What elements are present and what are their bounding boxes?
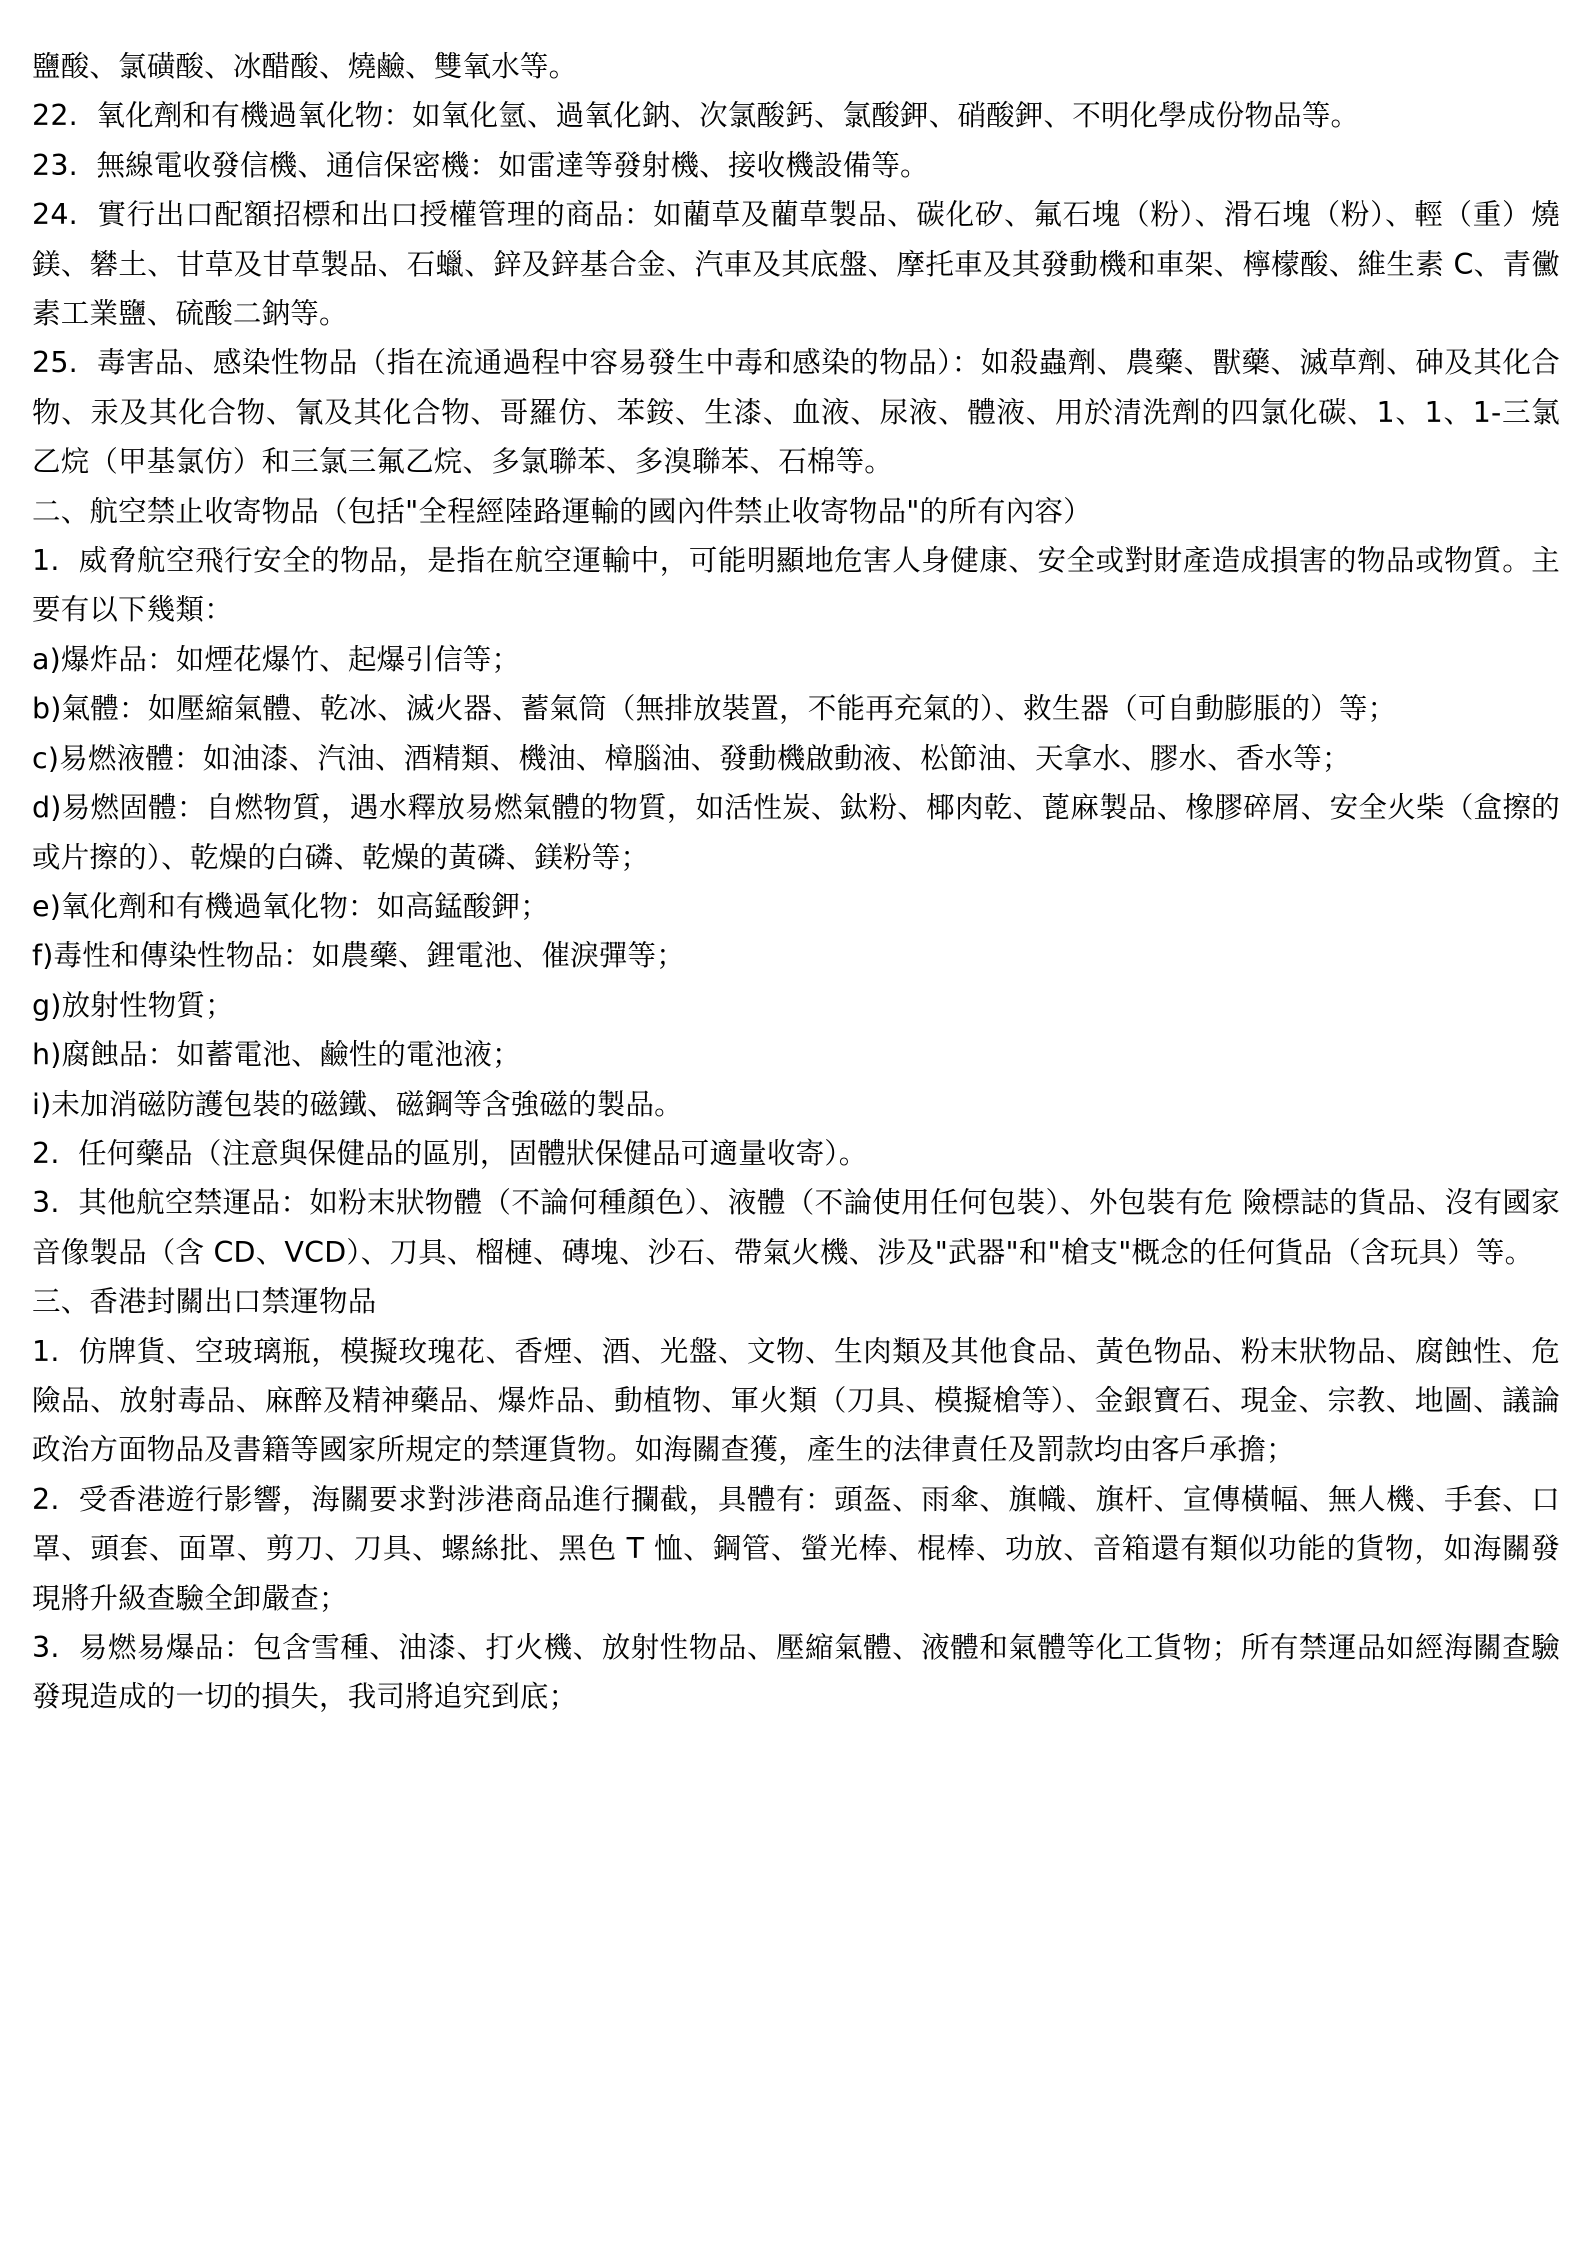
sub-item-c-flammable-liquids: c)易燃液體：如油漆、汽油、酒精類、機油、樟腦油、發動機啟動液、松節油、天拿水、膠水、香水等；: [32, 741, 1351, 775]
sub-item-h-corrosives: h)腐蝕品：如蓄電池、鹼性的電池液；: [32, 1038, 521, 1072]
section-heading-hk-export: 三、香港封關出口禁運物品: [32, 1285, 377, 1319]
paragraph-air-item-1-safety-threats: 1. 威脅航空飛行安全的物品，是指在航空運輸中，可能明顯地危害人身健康、安全或對財產造成損害的物品或物質。主要有以下幾類：: [32, 544, 1560, 627]
document-page: [32, 42, 1560, 1722]
paragraph-hk-item-3-flammable: 3. 易燃易爆品：包含雪種、油漆、打火機、放射性物品、壓縮氣體、液體和氣體等化工貨物；所有禁運品如經海關查驗發現造成的一切的損失，我司將追究到底；: [32, 1631, 1560, 1714]
sub-item-i-magnetic: i)未加消磁防護包裝的磁鐵、磁鋼等含強磁的製品。: [32, 1087, 683, 1121]
paragraph-item-23-radio-equipment: 23. 無線電收發信機、通信保密機：如雷達等發射機、接收機設備等。: [32, 148, 929, 182]
sub-item-b-gases: b)氣體：如壓縮氣體、乾冰、滅火器、蓄氣筒（無排放裝置，不能再充氣的）、救生器（可自動膨脹的）等；: [32, 692, 1397, 726]
paragraph-item-22-oxidizers: 22. 氧化劑和有機過氧化物：如氧化氫、過氧化鈉、次氯酸鈣、氯酸鉀、硝酸鉀、不明化學成份物品等。: [32, 99, 1360, 133]
paragraph-hk-item-1-counterfeit: 1. 仿牌貨、空玻璃瓶，模擬玫瑰花、香煙、酒、光盤、文物、生肉類及其他食品、黃色物品、粉末狀物品、腐蝕性、危險品、放射毒品、麻醉及精神藥品、爆炸品、動植物、軍火類（刀具、模擬槍等）、金銀寶石、現金、宗教、地圖、議論政治方面物品及書籍等國家所規定的禁運貨物。如海關查獲，產生的法律責任及罰款均由客戶承擔；: [32, 1334, 1560, 1467]
paragraph-item-24-export-quota: 24. 實行出口配額招標和出口授權管理的商品：如藺草及藺草製品、碳化矽、氟石塊（粉）、滑石塊（粉）、輕（重）燒鎂、礬土、甘草及甘草製品、石蠟、鋅及鋅基合金、汽車及其底盤、摩托車及其發動機和車架、檸檬酸、維生素 C、青黴素工業鹽、硫酸二鈉等。: [32, 198, 1560, 331]
paragraph-air-item-2-medicine: 2. 任何藥品（注意與保健品的區別，固體狀保健品可適量收寄）。: [32, 1136, 868, 1170]
paragraph-item-25-toxic-infectious: 25. 毒害品、感染性物品（指在流通過程中容易發生中毒和感染的物品）：如殺蟲劑、農藥、獸藥、滅草劑、砷及其化合物、汞及其化合物、氰及其化合物、哥羅仿、苯銨、生漆、血液、尿液、體液、用於清洗劑的四氯化碳、1、1、1-三氯乙烷（甲基氯仿）和三氯三氟乙烷、多氯聯苯、多溴聯苯、石棉等。: [32, 346, 1560, 479]
paragraph-acids-continued: 鹽酸、氯磺酸、冰醋酸、燒鹼、雙氧水等。: [32, 50, 578, 83]
sub-item-g-radioactive: g)放射性物質；: [32, 988, 234, 1022]
paragraph-hk-item-2-protest-goods: 2. 受香港遊行影響，海關要求對涉港商品進行攔截，具體有：頭盔、雨傘、旗幟、旗杆、宣傳橫幅、無人機、手套、口罩、頭套、面罩、剪刀、刀具、螺絲批、黑色 T 恤、鋼管、螢光棒、棍棒、功放、音箱還有類似功能的貨物，如海關發現將升級查驗全卸嚴查；: [32, 1482, 1560, 1615]
sub-item-e-oxidizers: e)氧化劑和有機過氧化物：如高錳酸鉀；: [32, 889, 549, 923]
sub-item-d-flammable-solids: d)易燃固體：自燃物質，遇水釋放易燃氣體的物質，如活性炭、鈦粉、椰肉乾、蓖麻製品、橡膠碎屑、安全火柴（盒擦的或片擦的）、乾燥的白磷、乾燥的黃磷、鎂粉等；: [32, 791, 1560, 874]
sub-item-f-toxic-infectious: f)毒性和傳染性物品：如農藥、鋰電池、催淚彈等；: [32, 939, 685, 973]
paragraph-air-item-3-other: 3. 其他航空禁運品：如粉末狀物體（不論何種顏色）、液體（不論使用任何包裝）、外包裝有危 險標誌的貨品、沒有國家音像製品（含 CD、VCD）、刀具、榴槤、磚塊、沙石、帶氣火機、涉及"武器"和"槍支"概念的任何貨品（含玩具）等。: [32, 1186, 1560, 1269]
section-heading-air-prohibited: 二、航空禁止收寄物品（包括"全程經陸路運輸的國內件禁止收寄物品"的所有內容）: [32, 494, 1092, 528]
sub-item-a-explosives: a)爆炸品：如煙花爆竹、起爆引信等；: [32, 642, 521, 676]
